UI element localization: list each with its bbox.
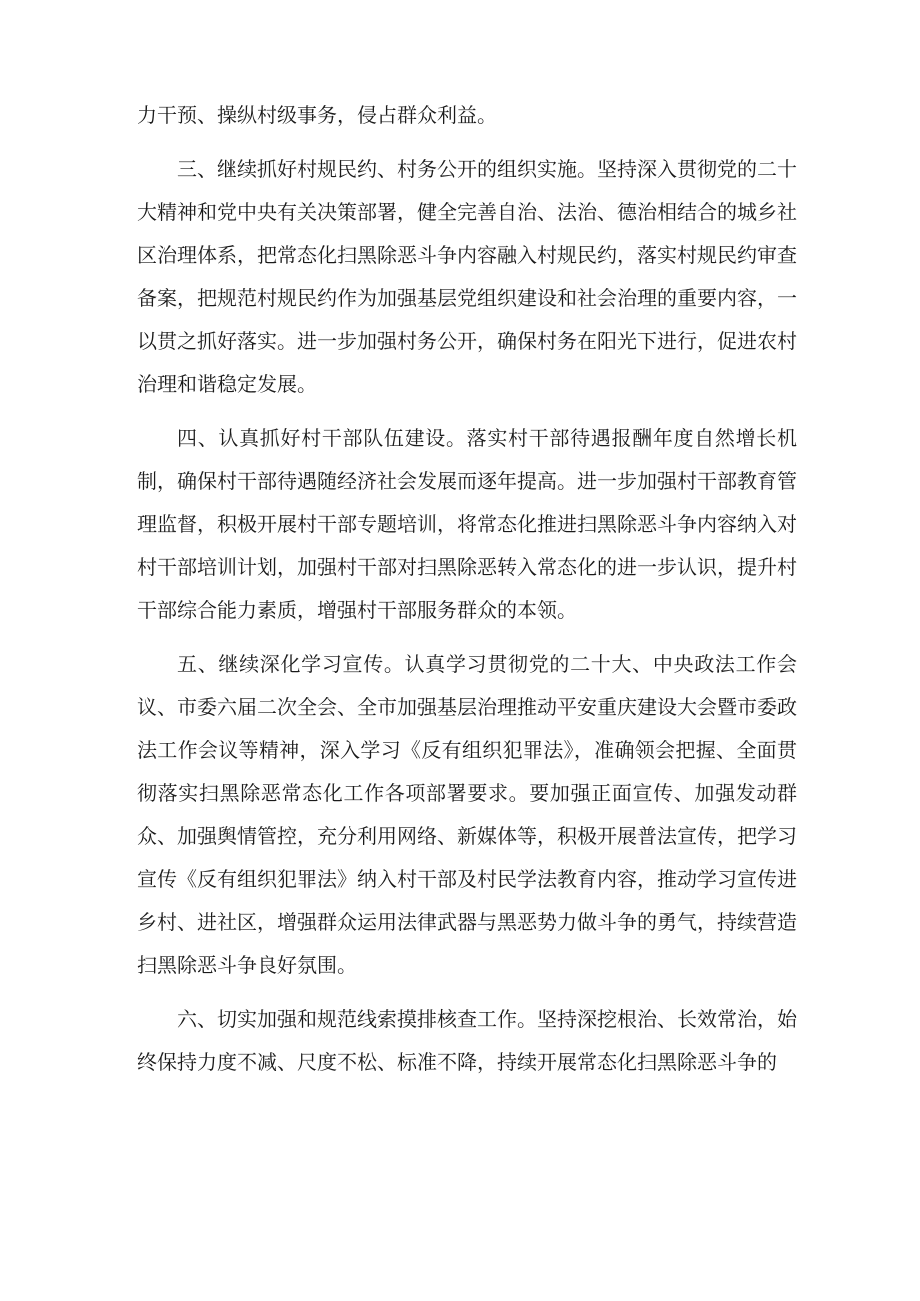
paragraph-continuation: 力干预、操纵村级事务，侵占群众利益。 <box>137 103 497 127</box>
paragraph-section-six: 六、切实加强和规范线索摸排核查工作。坚持深挖根治、长效常治，始终保持力度不减、尺度不松、标准不降，持续开展常态化扫黑除恶斗争的 <box>137 1007 797 1074</box>
paragraph-section-five: 五、继续深化学习宣传。认真学习贯彻党的二十大、中央政法工作会议、市委六届二次全会、全市加强基层治理推动平安重庆建设大会暨市委政法工作会议等精神，深入学习《反有组织犯罪法》，准确领会把握、全面贯彻落实扫黑除恶常态化工作各项部署要求。要加强正面宣传、加强发动群众、加强舆情管控，充分利用网络、新媒体等，积极开展普法宣传，把学习宣传《反有组织犯罪法》纳入村干部及村民学法教育内容，推动学习宣传进乡村、进社区，增强群众运用法律武器与黑恶势力做斗争的勇气，持续营造扫黑除恶斗争良好氛围。 <box>137 652 797 977</box>
document-body <box>137 94 797 1095</box>
paragraph-section-three: 三、继续抓好村规民约、村务公开的组织实施。坚持深入贯彻党的二十大精神和党中央有关决策部署，健全完善自治、法治、德治相结合的城乡社区治理体系，把常态化扫黑除恶斗争内容融入村规民约，落实村规民约审查备案，把规范村规民约作为加强基层党组织建设和社会治理的重要内容，一以贯之抓好落实。进一步加强村务公开，确保村务在阳光下进行，促进农村治理和谐稳定发展。 <box>137 157 797 396</box>
paragraph-section-four: 四、认真抓好村干部队伍建设。落实村干部待遇报酬年度自然增长机制，确保村干部待遇随经济社会发展而逐年提高。进一步加强村干部教育管理监督，积极开展村干部专题培训，将常态化推进扫黑除恶斗争内容纳入对村干部培训计划，加强村干部对扫黑除恶转入常态化的进一步认识，提升村干部综合能力素质，增强村干部服务群众的本领。 <box>137 426 797 622</box>
